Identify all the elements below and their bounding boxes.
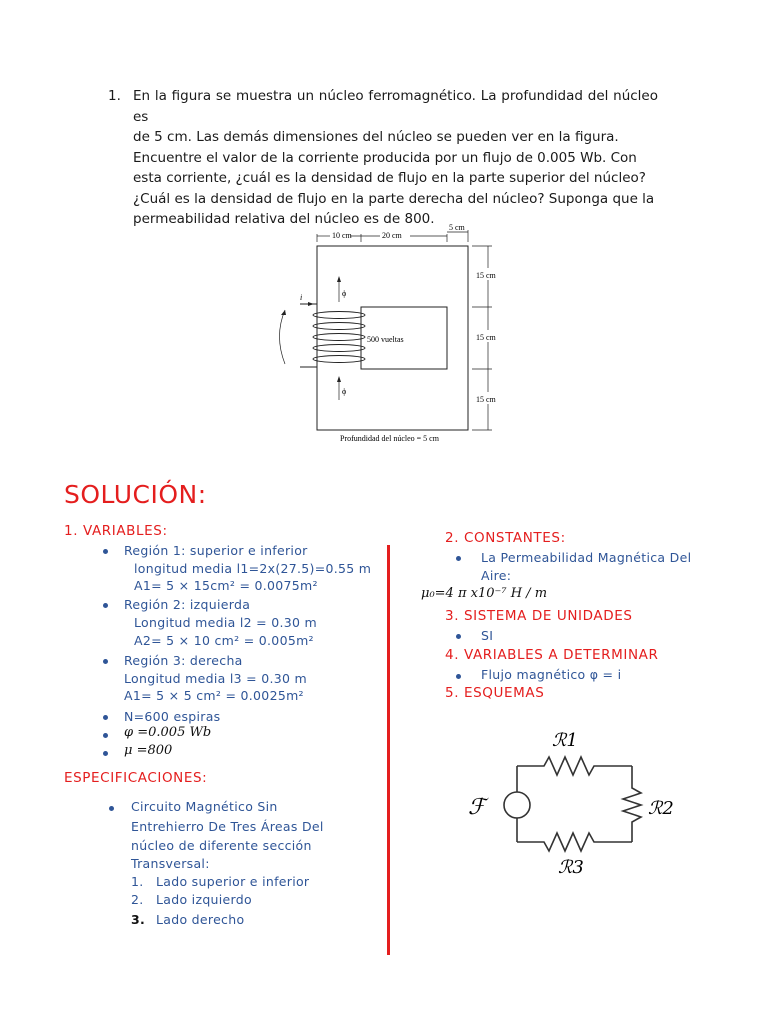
determine-item: Flujo magnético φ = i [481,667,622,682]
resistor-r1 [517,757,632,775]
bullet [103,549,108,554]
resistor-r3 [517,833,632,851]
specs-heading: ESPECIFICACIONES: [64,770,208,786]
bullet [456,674,461,679]
bullet [103,659,108,664]
region2-title: Región 2: izquierda [124,597,251,612]
problem-line-3: Encuentre el valor de la corriente producida por un flujo de 0.005 Wb. Con [133,149,637,166]
specs-list-num-3: 3. [131,912,146,927]
region2-length: Longitud media l2 = 0.30 m [134,615,317,630]
determine-heading: 4. VARIABLES A DETERMINAR [445,647,659,663]
mu0-value: μ₀=4 π x10⁻⁷ H / m [421,586,548,601]
bullet [103,751,108,756]
dim-20cm: 20 cm [382,231,402,240]
bullet [103,715,108,720]
bullet [456,634,461,639]
bullet [109,806,114,811]
resistor-r2 [623,766,641,842]
turns-value: N=600 espiras [124,709,221,724]
column-divider [387,545,390,955]
flux-label-bot: ϕ [342,387,347,396]
region3-length: Longitud media l3 = 0.30 m [124,671,307,686]
specs-line-3: núcleo de diferente sección [131,838,312,853]
source-label: ℱ [468,795,486,820]
current-label: i [300,293,303,302]
constants-item-line-2: Aire: [481,568,512,583]
specs-line-2: Entrehierro De Tres Áreas Del [131,819,324,834]
dim-15cm-mid: 15 cm [476,333,496,342]
mmf-source [504,792,530,818]
dim-10cm: 10 cm [332,231,352,240]
problem-line-1: En la figura se muestra un núcleo ferromagnético. La profundidad del núcleo es [133,88,658,125]
problem-line-6: permeabilidad relativa del núcleo es de 800. [133,211,435,227]
specs-list-num-2: 2. [131,892,144,907]
units-heading: 3. SISTEMA DE UNIDADES [445,608,633,624]
permeability-value: μ =800 [124,743,173,758]
constants-item-line-1: La Permeabilidad Magnética Del [481,550,692,565]
variables-heading: 1. VARIABLES: [64,523,168,539]
bullet [103,603,108,608]
specs-line-4: Transversal: [131,856,210,871]
dim-5cm: 5 cm [449,223,465,232]
region1-area: A1= 5 × 15cm² = 0.0075m² [134,578,318,593]
depth-caption: Profundidad del núcleo = 5 cm [340,434,439,443]
problem-statement [108,86,658,230]
problem-number: 1. [108,88,121,104]
specs-list-item-1: Lado superior e inferior [156,874,310,889]
region2-area: A2= 5 × 10 cm² = 0.005m² [134,633,314,648]
core-figure [260,222,510,447]
region1-title: Región 1: superior e inferior [124,543,308,558]
r2-label: ℛ2 [648,798,674,819]
specs-line-1: Circuito Magnético Sin [131,799,278,814]
specs-list-num-1: 1. [131,874,144,889]
problem-line-2: de 5 cm. Las demás dimensiones del núcleo se pueden ver en la figura. [133,129,619,145]
solution-title: SOLUCIÓN: [64,480,207,509]
flux-label-top: ϕ [342,289,347,298]
schemes-heading: 5. ESQUEMAS [445,685,545,701]
coil [300,304,365,367]
specs-list-item-3: Lado derecho [156,912,245,927]
units-item: SI [481,628,494,643]
dim-15cm-bot: 15 cm [476,395,496,404]
flux-value: φ =0.005 Wb [124,725,212,740]
problem-line-5: ¿Cuál es la densidad de flujo en la parte derecha del núcleo? Suponga que la [133,190,655,207]
bullet [103,733,108,738]
dim-15cm-top: 15 cm [476,271,496,280]
specs-list-item-2: Lado izquierdo [156,892,252,907]
problem-line-4: esta corriente, ¿cuál es la densidad de flujo en la parte superior del núcleo? [133,170,646,186]
r3-label: ℛ3 [558,857,584,878]
bullet [456,556,461,561]
region3-title: Región 3: derecha [124,653,243,668]
magnetic-circuit [460,724,700,884]
constants-heading: 2. CONSTANTES: [445,530,566,546]
region1-length: longitud media l1=2x(27.5)=0.55 m [134,561,372,576]
region3-area: A1= 5 × 5 cm² = 0.0025m² [124,688,304,703]
coil-label: 500 vueltas [367,335,404,344]
r1-label: ℛ1 [552,730,578,751]
